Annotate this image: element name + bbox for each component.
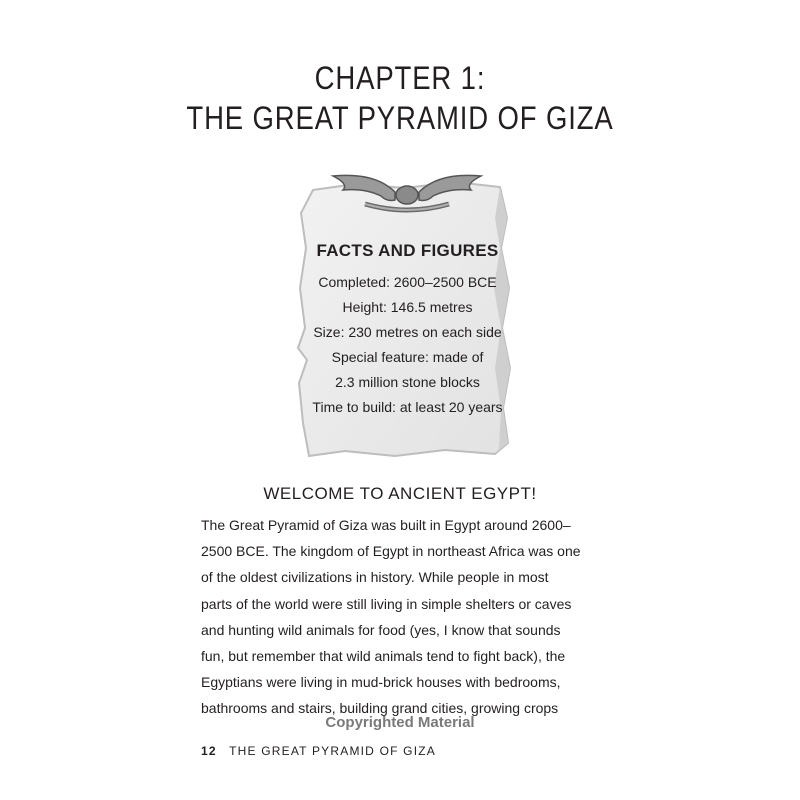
chapter-title [56, 58, 744, 138]
body-line: fun, but remember that wild animals tend to fight back), the [201, 648, 566, 665]
facts-card [295, 178, 520, 468]
body-line: The Great Pyramid of Giza was built in Egypt around 2600– [201, 517, 571, 533]
body-line: bathrooms and stairs, building grand cities, growing crops [201, 700, 559, 717]
fact-item: Special feature: made of [331, 349, 484, 365]
winged-sun-icon [325, 170, 490, 220]
fact-item: 2.3 million stone blocks [335, 374, 480, 390]
page-footer [201, 744, 436, 758]
running-title: THE GREAT PYRAMID OF GIZA [229, 744, 436, 758]
body-line: parts of the world were still living in simple shelters or caves [201, 595, 572, 612]
facts-heading: FACTS AND FIGURES [316, 241, 499, 260]
body-paragraph [201, 512, 621, 722]
fact-item: Completed: 2600–2500 BCE [318, 274, 497, 290]
body-line: Egyptians were living in mud-brick houses with bedrooms, [201, 674, 561, 691]
chapter-number: CHAPTER 1: [314, 60, 486, 96]
fact-item: Size: 230 metres on each side [313, 324, 502, 340]
fact-item: Time to build: at least 20 years [312, 399, 503, 415]
chapter-name: THE GREAT PYRAMID OF GIZA [186, 100, 614, 136]
body-line: and hunting wild animals for food (yes, I know that sounds [201, 621, 561, 638]
facts-list [295, 270, 520, 420]
body-line: 2500 BCE. The kingdom of Egypt in northeast Africa was one [201, 543, 581, 560]
page-number: 12 [201, 744, 217, 758]
section-heading: WELCOME TO ANCIENT EGYPT! [263, 484, 537, 503]
copyright-watermark: Copyrighted Material [325, 714, 475, 731]
body-line: of the oldest civilizations in history. While people in most [201, 569, 549, 586]
fact-item: Height: 146.5 metres [342, 299, 473, 315]
